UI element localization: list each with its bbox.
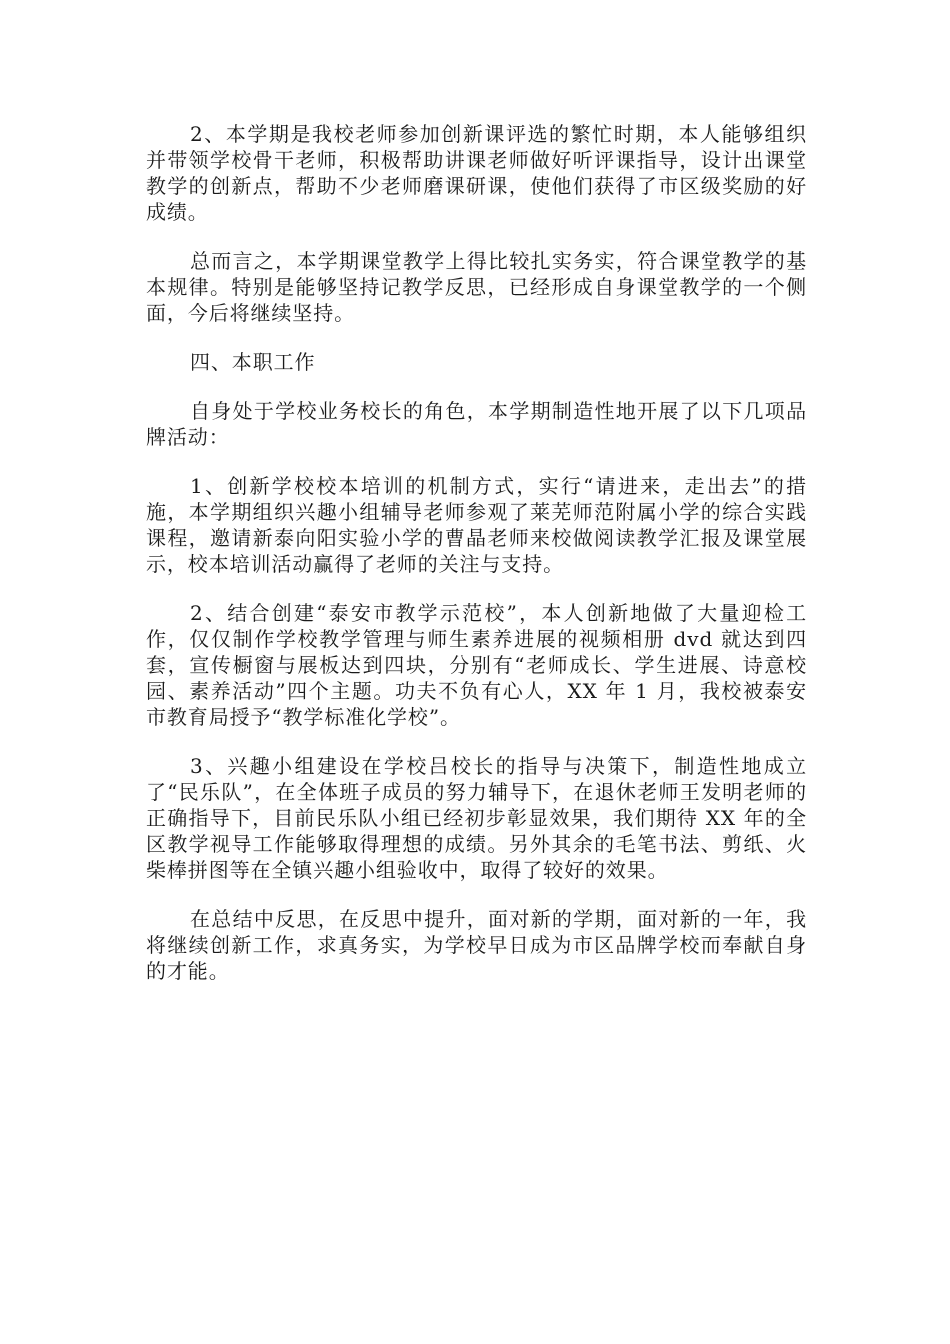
paragraph-conclusion: 在总结中反思，在反思中提升，面对新的学期，面对新的一年，我将继续创新工作，求真务实，为学校早日成为市区品牌学校而奉献自身的才能。: [146, 907, 807, 983]
paragraph-model-school: 2、结合创建“泰安市教学示范校”，本人创新地做了大量迎检工作，仅仅制作学校教学管理与师生素养进展的视频相册 dvd 就达到四套，宣传橱窗与展板达到四块，分别有“老师成长、学生进展、诗意校园、素养活动”四个主题。功夫不负有心人，XX 年 1 月，我校被泰安市教育局授予“教学标准化学校”。: [146, 601, 807, 729]
paragraph-role-intro: 自身处于学校业务校长的角色，本学期制造性地开展了以下几项品牌活动：: [146, 399, 807, 449]
document-body: [146, 121, 807, 1007]
paragraph-summary: 总而言之，本学期课堂教学上得比较扎实务实，符合课堂教学的基本规律。特别是能够坚持记教学反思，已经形成自身课堂教学的一个侧面，今后将继续坚持。: [146, 249, 807, 325]
paragraph-training-mechanism: 1、创新学校校本培训的机制方式，实行“请进来，走出去”的措施，本学期组织兴趣小组辅导老师参观了莱芜师范附属小学的综合实践课程，邀请新泰向阳实验小学的曹晶老师来校做阅读教学汇报及课堂展示，校本培训活动赢得了老师的关注与支持。: [146, 474, 807, 576]
section-heading-job-duties: 四、本职工作: [190, 350, 316, 374]
paragraph-interest-groups: 3、兴趣小组建设在学校吕校长的指导与决策下，制造性地成立了“民乐队”，在全体班子成员的努力辅导下，在退休老师王发明老师的正确指导下，目前民乐队小组已经初步彰显效果，我们期待 XX 年的全区教学视导工作能够取得理想的成绩。另外其余的毛笔书法、剪纸、火柴棒拼图等在全镇兴趣小组验收中，取得了较好的效果。: [146, 754, 807, 882]
paragraph-teacher-competition: 2、本学期是我校老师参加创新课评选的繁忙时期，本人能够组织并带领学校骨干老师，积极帮助讲课老师做好听评课指导，设计出课堂教学的创新点，帮助不少老师磨课研课，使他们获得了市区级奖励的好成绩。: [146, 122, 807, 224]
